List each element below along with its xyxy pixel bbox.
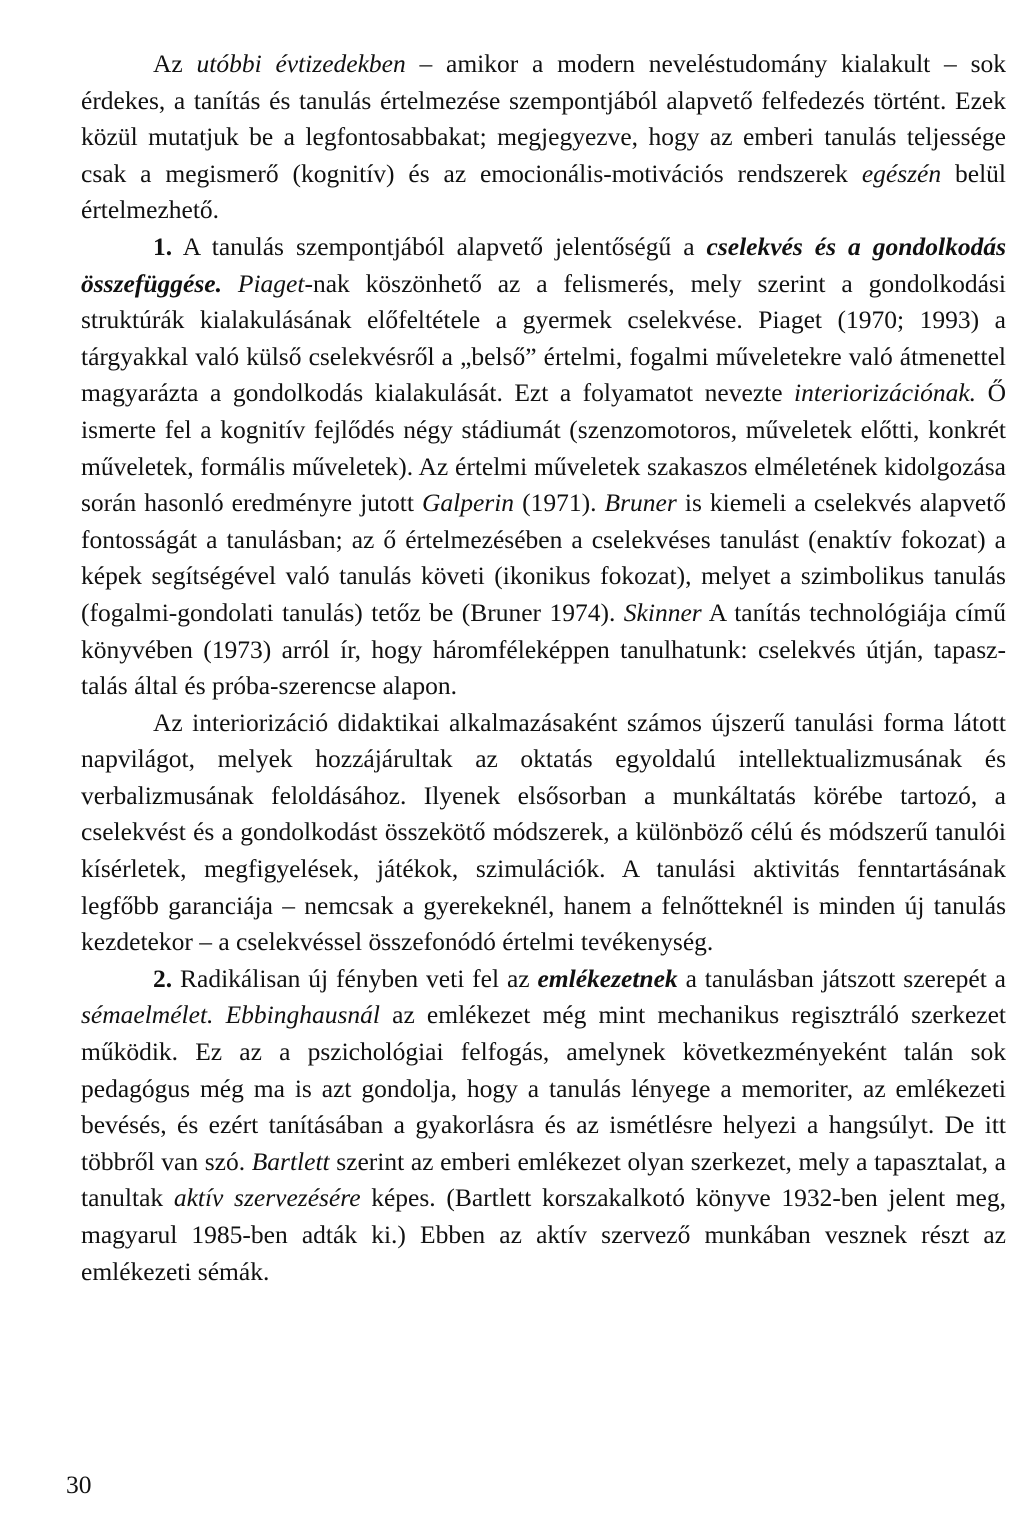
- section-number: 1.: [153, 231, 173, 261]
- italic-text: aktív szervezésére: [173, 1183, 361, 1213]
- italic-text: Bruner: [604, 488, 677, 518]
- paragraph: [81, 705, 1006, 961]
- italic-text: Piaget: [237, 268, 305, 298]
- section-number: 2.: [153, 963, 173, 993]
- paragraph: [81, 46, 1006, 229]
- italic-text: sémaelmélet. Ebbinghausnál: [81, 1000, 380, 1030]
- page-body: [81, 46, 1006, 1290]
- text-run: Ő ismerte fel a kognitív fejlődés négy stádiumát (szenzomotoros, műveletek előtti, konkrét műveletek, formális műveletek). Az értelmi műveletek szakaszos elméletének kidolgozása során hasonló eredményre jutott: [81, 378, 1006, 518]
- text-run: – amikor a modern neveléstudomány kialakult – sok érdekes, a tanítás és tanulás értelmezése szempontjából alapvető felfedezés történt. Ezek közül mutatjuk be a legfontosabbakat; megjegyezve, hogy az emberi tanulás teljessége csak a megismerő (kognitív) és az emocionális-motivációs rendszerek: [81, 49, 1006, 188]
- italic-text: Galperin: [421, 488, 515, 518]
- text-run: is kiemeli a cselekvés alapvető fontosságát a tanulásban; az ő értelmezésében a cselekvéses tanulást (enaktív fokozat) a képek segítségével való tanulás követi (ikonikus fokozat), melyet a szimbolikus tanulás (fogalmi-gondolati tanulás) tetőz be (Bruner 1974).: [81, 488, 1006, 627]
- text-run: belül értelmezhető.: [81, 158, 1006, 225]
- paragraph: [81, 961, 1006, 1290]
- text-run: (1971).: [514, 488, 605, 518]
- text-run: A tanulás szempontjából alapvető jelentőségű a: [172, 231, 707, 261]
- italic-text: Skinner: [623, 597, 702, 627]
- italic-text: egészén: [861, 158, 942, 188]
- text-run: Az: [153, 49, 197, 78]
- emphasis-text: emlékezetnek: [537, 963, 678, 993]
- text-run: a tanulásban játszott szerepét a: [677, 963, 1006, 993]
- text-run: Radikálisan új fényben veti fel az: [172, 963, 538, 993]
- emphasis-text: cselekvés és a gondolkodás összefüggése.: [81, 231, 1006, 298]
- text-run: képes. (Bartlett korszakalkotó könyve 1932-ben jelent meg, magyarul 1985-ben adták ki.) Ebben az aktív szervező munkában vesznek részt az emlékezeti sémák.: [81, 1183, 1006, 1286]
- text-run: szerint az emberi emlékezet olyan szerkezet, mely a tapasztalat, a tanultak: [81, 1146, 1006, 1213]
- italic-text: utóbbi évtizedekben: [196, 49, 406, 78]
- text-run: Az interiorizáció didaktikai alkalmazásaként számos újszerű tanulási forma látott napvilágot, melyek hozzájárultak az oktatás egyoldalú intellektualizmusának és verbalizmusának feloldásához. Ilyenek elsősorban a munkáltatás körébe tartozó, a cselekvést és a gondolkodást összekötő módszerek, a különböző célú és módszerű tanulói kísérletek, megfigyelések, játékok, szimulációk. A tanulási aktivitás fenntartásának legfőbb garanciája – nemcsak a gyerekeknél, hanem a felnőtteknél is minden új tanulás kezdetekor – a cselekvéssel összefonódó értelmi tevékenység.: [81, 707, 1006, 957]
- italic-text: Bartlett: [251, 1146, 330, 1176]
- italic-text: interiorizációnak.: [794, 378, 977, 408]
- text-run: az emlékezet még mint mechanikus regisztráló szerkezet működik. Ez az a pszichológiai felfogás, amelynek következményeként talán sok pedagógus még ma is azt gondolja, hogy a tanulás lényege a memoriter, az emlékezeti bevésés, és ezért tanításában a gyakorlásra és az ismétlésre helyezi a hangsúlyt. De itt többről van szó.: [81, 1000, 1006, 1176]
- text-run: -nak köszönhető az a felismerés, mely szerint a gondolkodási struktúrák kialakulásának előfeltétele a gyermek cselekvése. Piaget (1970; 1993) a tárgyakkal való külső cselekvésről a „belső” értelmi, fogalmi műveletekre való átmenettel magyarázta a gondolkodás kialakulását. Ezt a folyamatot nevezte: [81, 268, 1007, 408]
- text-run: [222, 269, 238, 298]
- text-run: A tanítás technológiája című könyvében (1973) arról ír, hogy háromféleképpen tanulhatunk: cselekvés útján, tapasztalás által és próba-szerencse alapon.: [81, 597, 1006, 701]
- page-number: 30: [66, 1470, 92, 1499]
- paragraph: [81, 229, 1006, 705]
